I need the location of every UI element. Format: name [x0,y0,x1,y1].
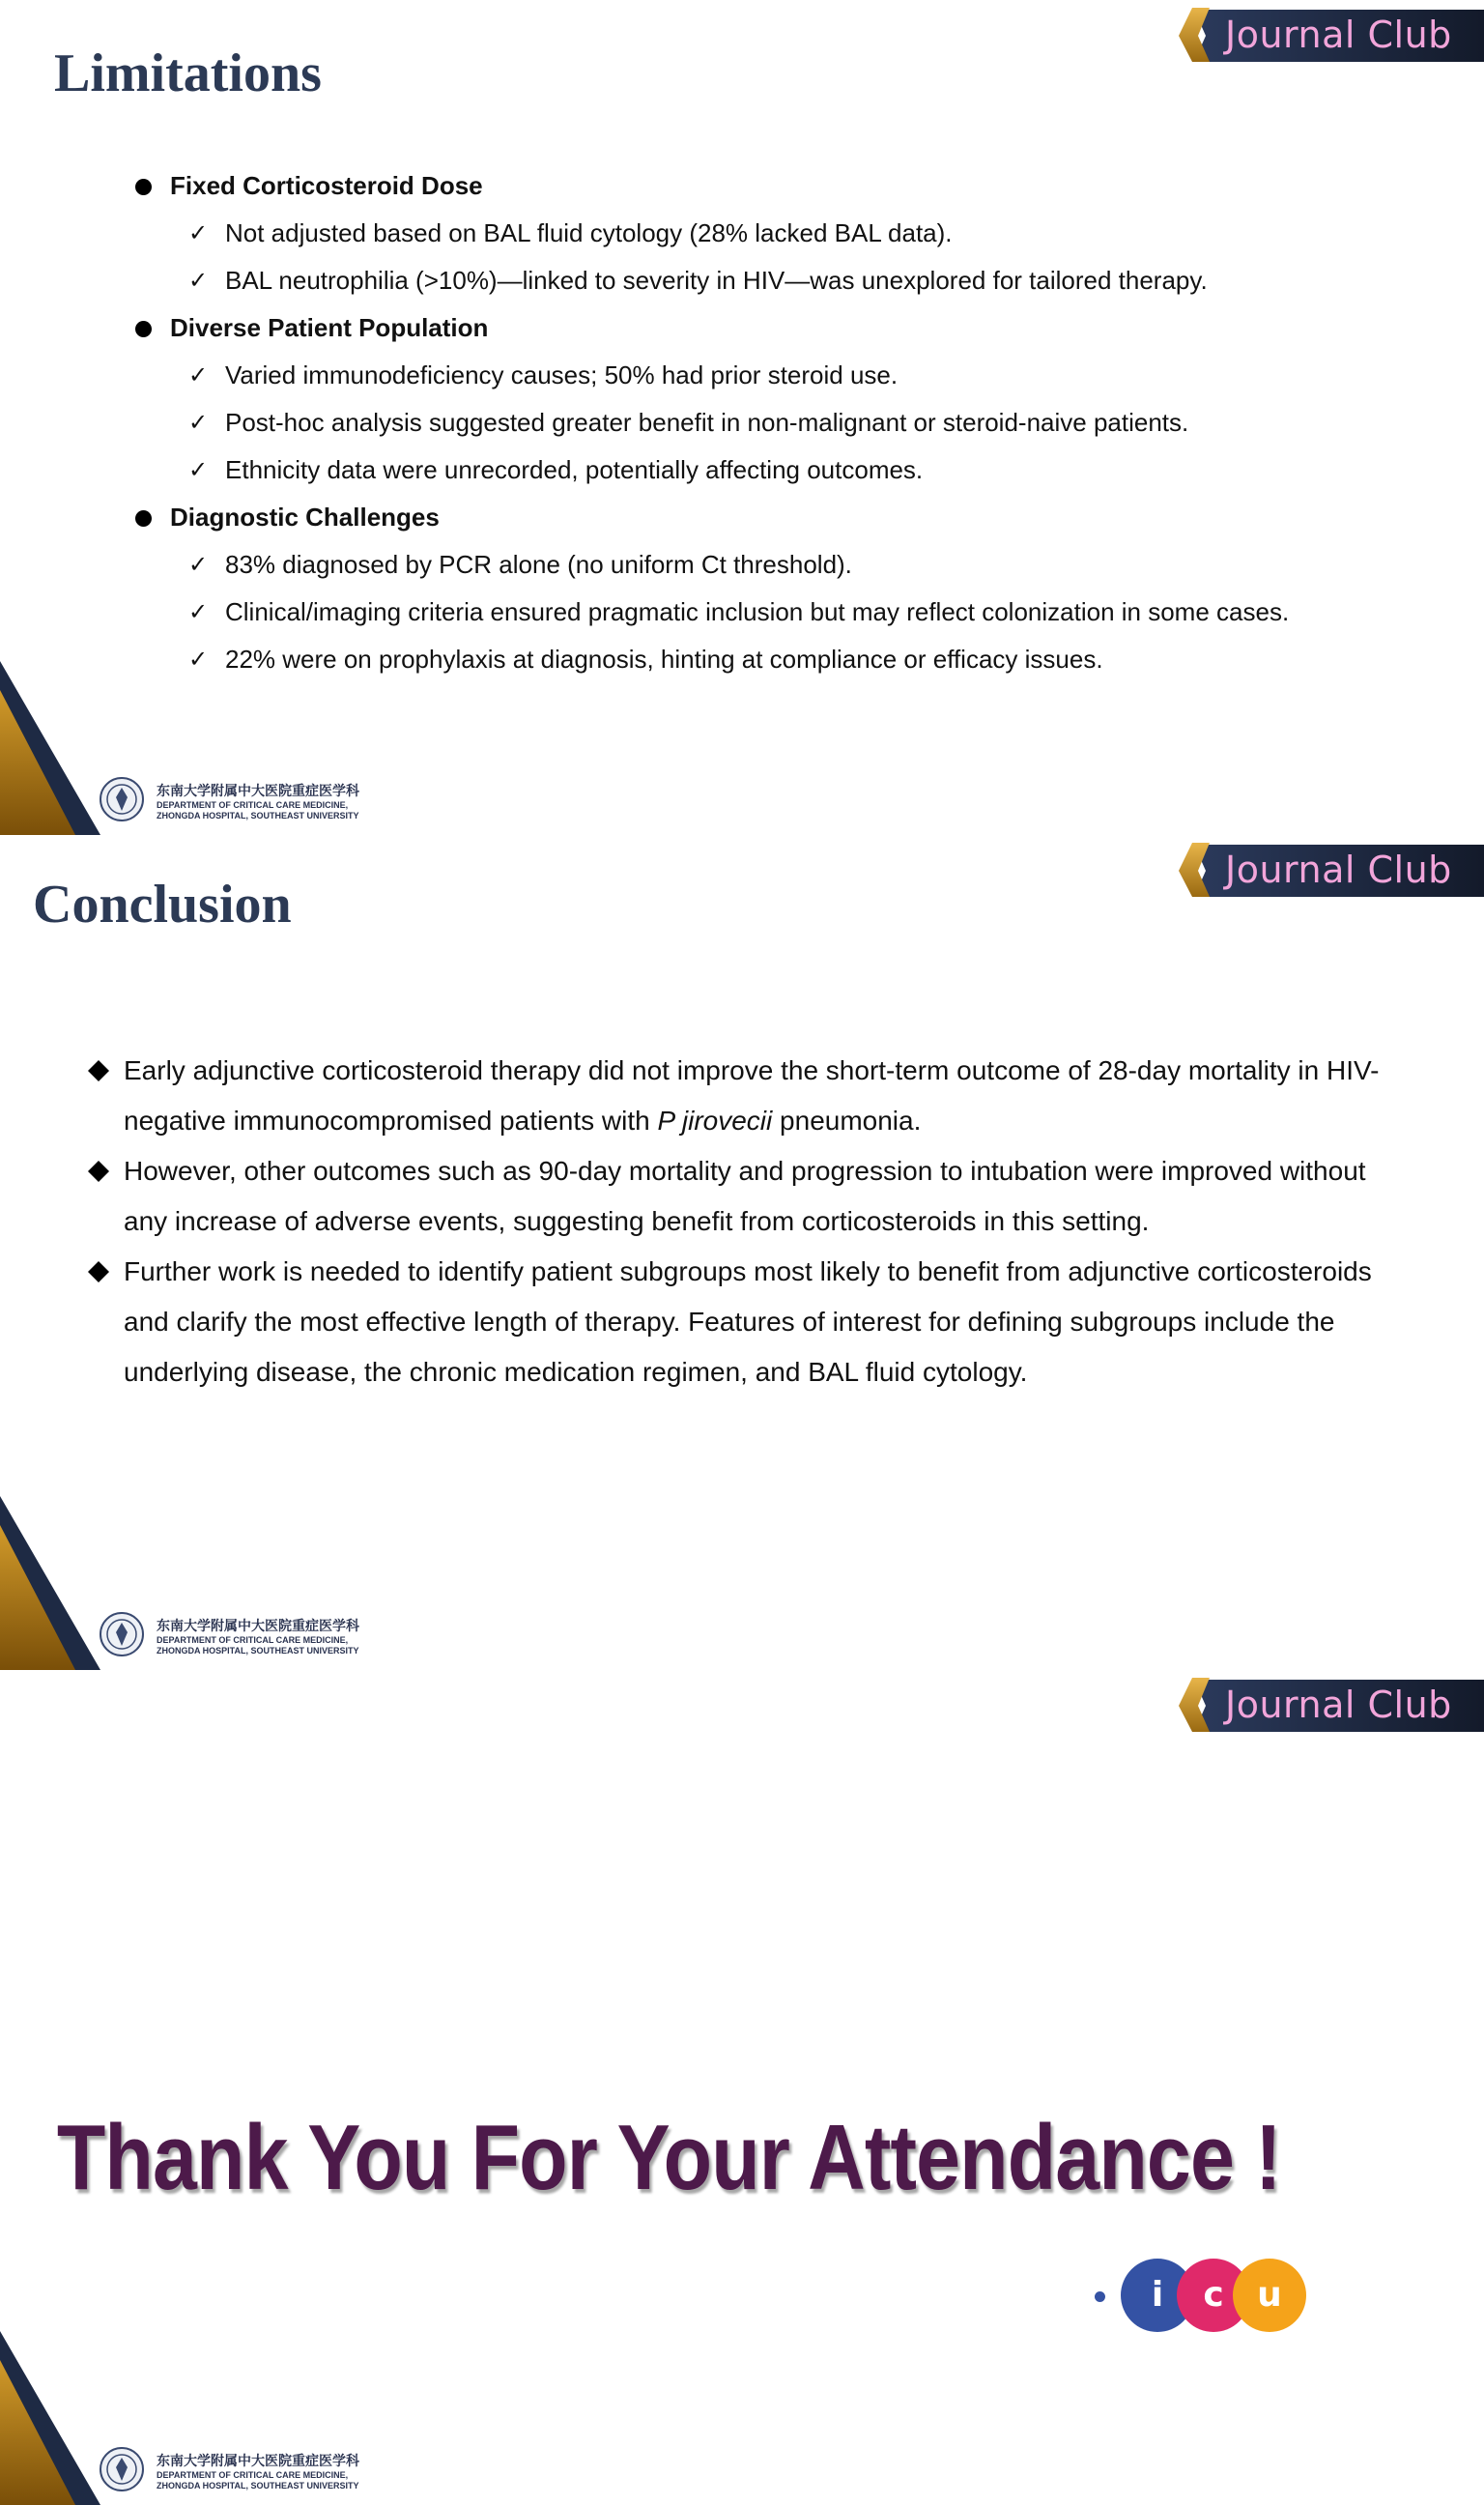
list-item: ✓ Not adjusted based on BAL fluid cytology (28% lacked BAL data). [133,210,1289,257]
check-icon: ✓ [188,361,209,389]
hospital-name-cn: 东南大学附属中大医院重症医学科 [157,784,359,799]
hospital-seal-icon [99,2446,145,2492]
icu-letter-u: u [1233,2259,1306,2332]
limitations-list [133,162,1289,683]
corner-decoration-icon [0,1496,106,1670]
list-item: ✓ 22% were on prophylaxis at diagnosis, hinting at compliance or efficacy issues. [133,636,1289,683]
slide-thank-you [0,1670,1484,2505]
hospital-name-cn: 东南大学附属中大医院重症医学科 [157,1619,359,1634]
slide-conclusion [0,835,1484,1670]
slide-limitations [0,0,1484,835]
list-item: ✓ Post-hoc analysis suggested greater benefit in non-malignant or steroid-naive patients. [133,399,1289,446]
hospital-name-en: DEPARTMENT OF CRITICAL CARE MEDICINE, [157,2470,349,2480]
bullet-icon [135,179,152,195]
page-title: Limitations [54,43,322,103]
hospital-logo [99,773,388,825]
check-icon: ✓ [188,551,209,578]
journal-club-label: Journal Club [1225,849,1452,891]
corner-decoration-icon [0,2331,106,2505]
journal-club-badge [1177,1678,1484,1732]
check-icon: ✓ [188,646,209,673]
hospital-seal-icon [99,776,145,822]
list-item: ✓ BAL neutrophilia (>10%)—linked to severity in HIV—was unexplored for tailored therapy. [133,257,1289,304]
hospital-name-cn: 东南大学附属中大医院重症医学科 [157,2454,359,2469]
hospital-name-en: DEPARTMENT OF CRITICAL CARE MEDICINE, [157,800,349,810]
diamond-bullet-icon [87,1260,110,1283]
page-title: Conclusion [33,875,292,935]
conclusion-list [85,1046,1389,1397]
hospital-name-en: ZHONGDA HOSPITAL, SOUTHEAST UNIVERSITY [157,1646,359,1656]
check-icon: ✓ [188,456,209,483]
list-item: Early adjunctive corticosteroid therapy did not improve the short-term outcome of 28-day mortality in HIV-negative immunocompromised patients with P jirovecii pneumonia. [85,1046,1389,1146]
list-item: However, other outcomes such as 90-day mortality and progression to intubation were improved without any increase of adverse events, suggesting benefit from corticosteroids in this setting. [85,1146,1389,1247]
check-icon: ✓ [188,598,209,625]
hospital-name-en: DEPARTMENT OF CRITICAL CARE MEDICINE, [157,1635,349,1645]
hospital-logo [99,1608,388,1660]
icu-letter-i: i [1121,2259,1194,2332]
list-heading: Diagnostic Challenges [133,494,1289,541]
check-icon: ✓ [188,267,209,294]
corner-decoration-icon [0,661,106,835]
hospital-seal-icon [99,1611,145,1657]
diamond-bullet-icon [87,1059,110,1082]
list-item: ✓ Varied immunodeficiency causes; 50% had prior steroid use. [133,352,1289,399]
thank-you-message: Thank You For Your Attendance ! [56,2106,1281,2209]
hospital-name-en: ZHONGDA HOSPITAL, SOUTHEAST UNIVERSITY [157,811,359,821]
diamond-bullet-icon [87,1160,110,1183]
check-icon: ✓ [188,409,209,436]
list-item: Further work is needed to identify patient subgroups most likely to benefit from adjunctive corticosteroids and clarify the most effective length of therapy. Features of interest for defining subgroups include the underlying disease, the chronic medication regimen, and BAL fluid cytology. [85,1247,1389,1397]
icu-logo [1090,2251,1312,2338]
journal-club-badge [1177,843,1484,897]
check-icon: ✓ [188,219,209,246]
hospital-logo [99,2443,388,2495]
journal-club-badge [1177,8,1484,62]
icu-letter-c: c [1177,2259,1250,2332]
list-heading: Diverse Patient Population [133,304,1289,352]
hospital-name-en: ZHONGDA HOSPITAL, SOUTHEAST UNIVERSITY [157,2481,359,2491]
icu-dot-icon [1095,2291,1105,2302]
list-heading: Fixed Corticosteroid Dose [133,162,1289,210]
bullet-icon [135,510,152,527]
list-item: ✓ 83% diagnosed by PCR alone (no uniform Ct threshold). [133,541,1289,589]
journal-club-label: Journal Club [1225,14,1452,56]
list-item: ✓ Clinical/imaging criteria ensured pragmatic inclusion but may reflect colonization in some cases. [133,589,1289,636]
list-item: ✓ Ethnicity data were unrecorded, potentially affecting outcomes. [133,446,1289,494]
journal-club-label: Journal Club [1225,1684,1452,1726]
bullet-icon [135,321,152,337]
